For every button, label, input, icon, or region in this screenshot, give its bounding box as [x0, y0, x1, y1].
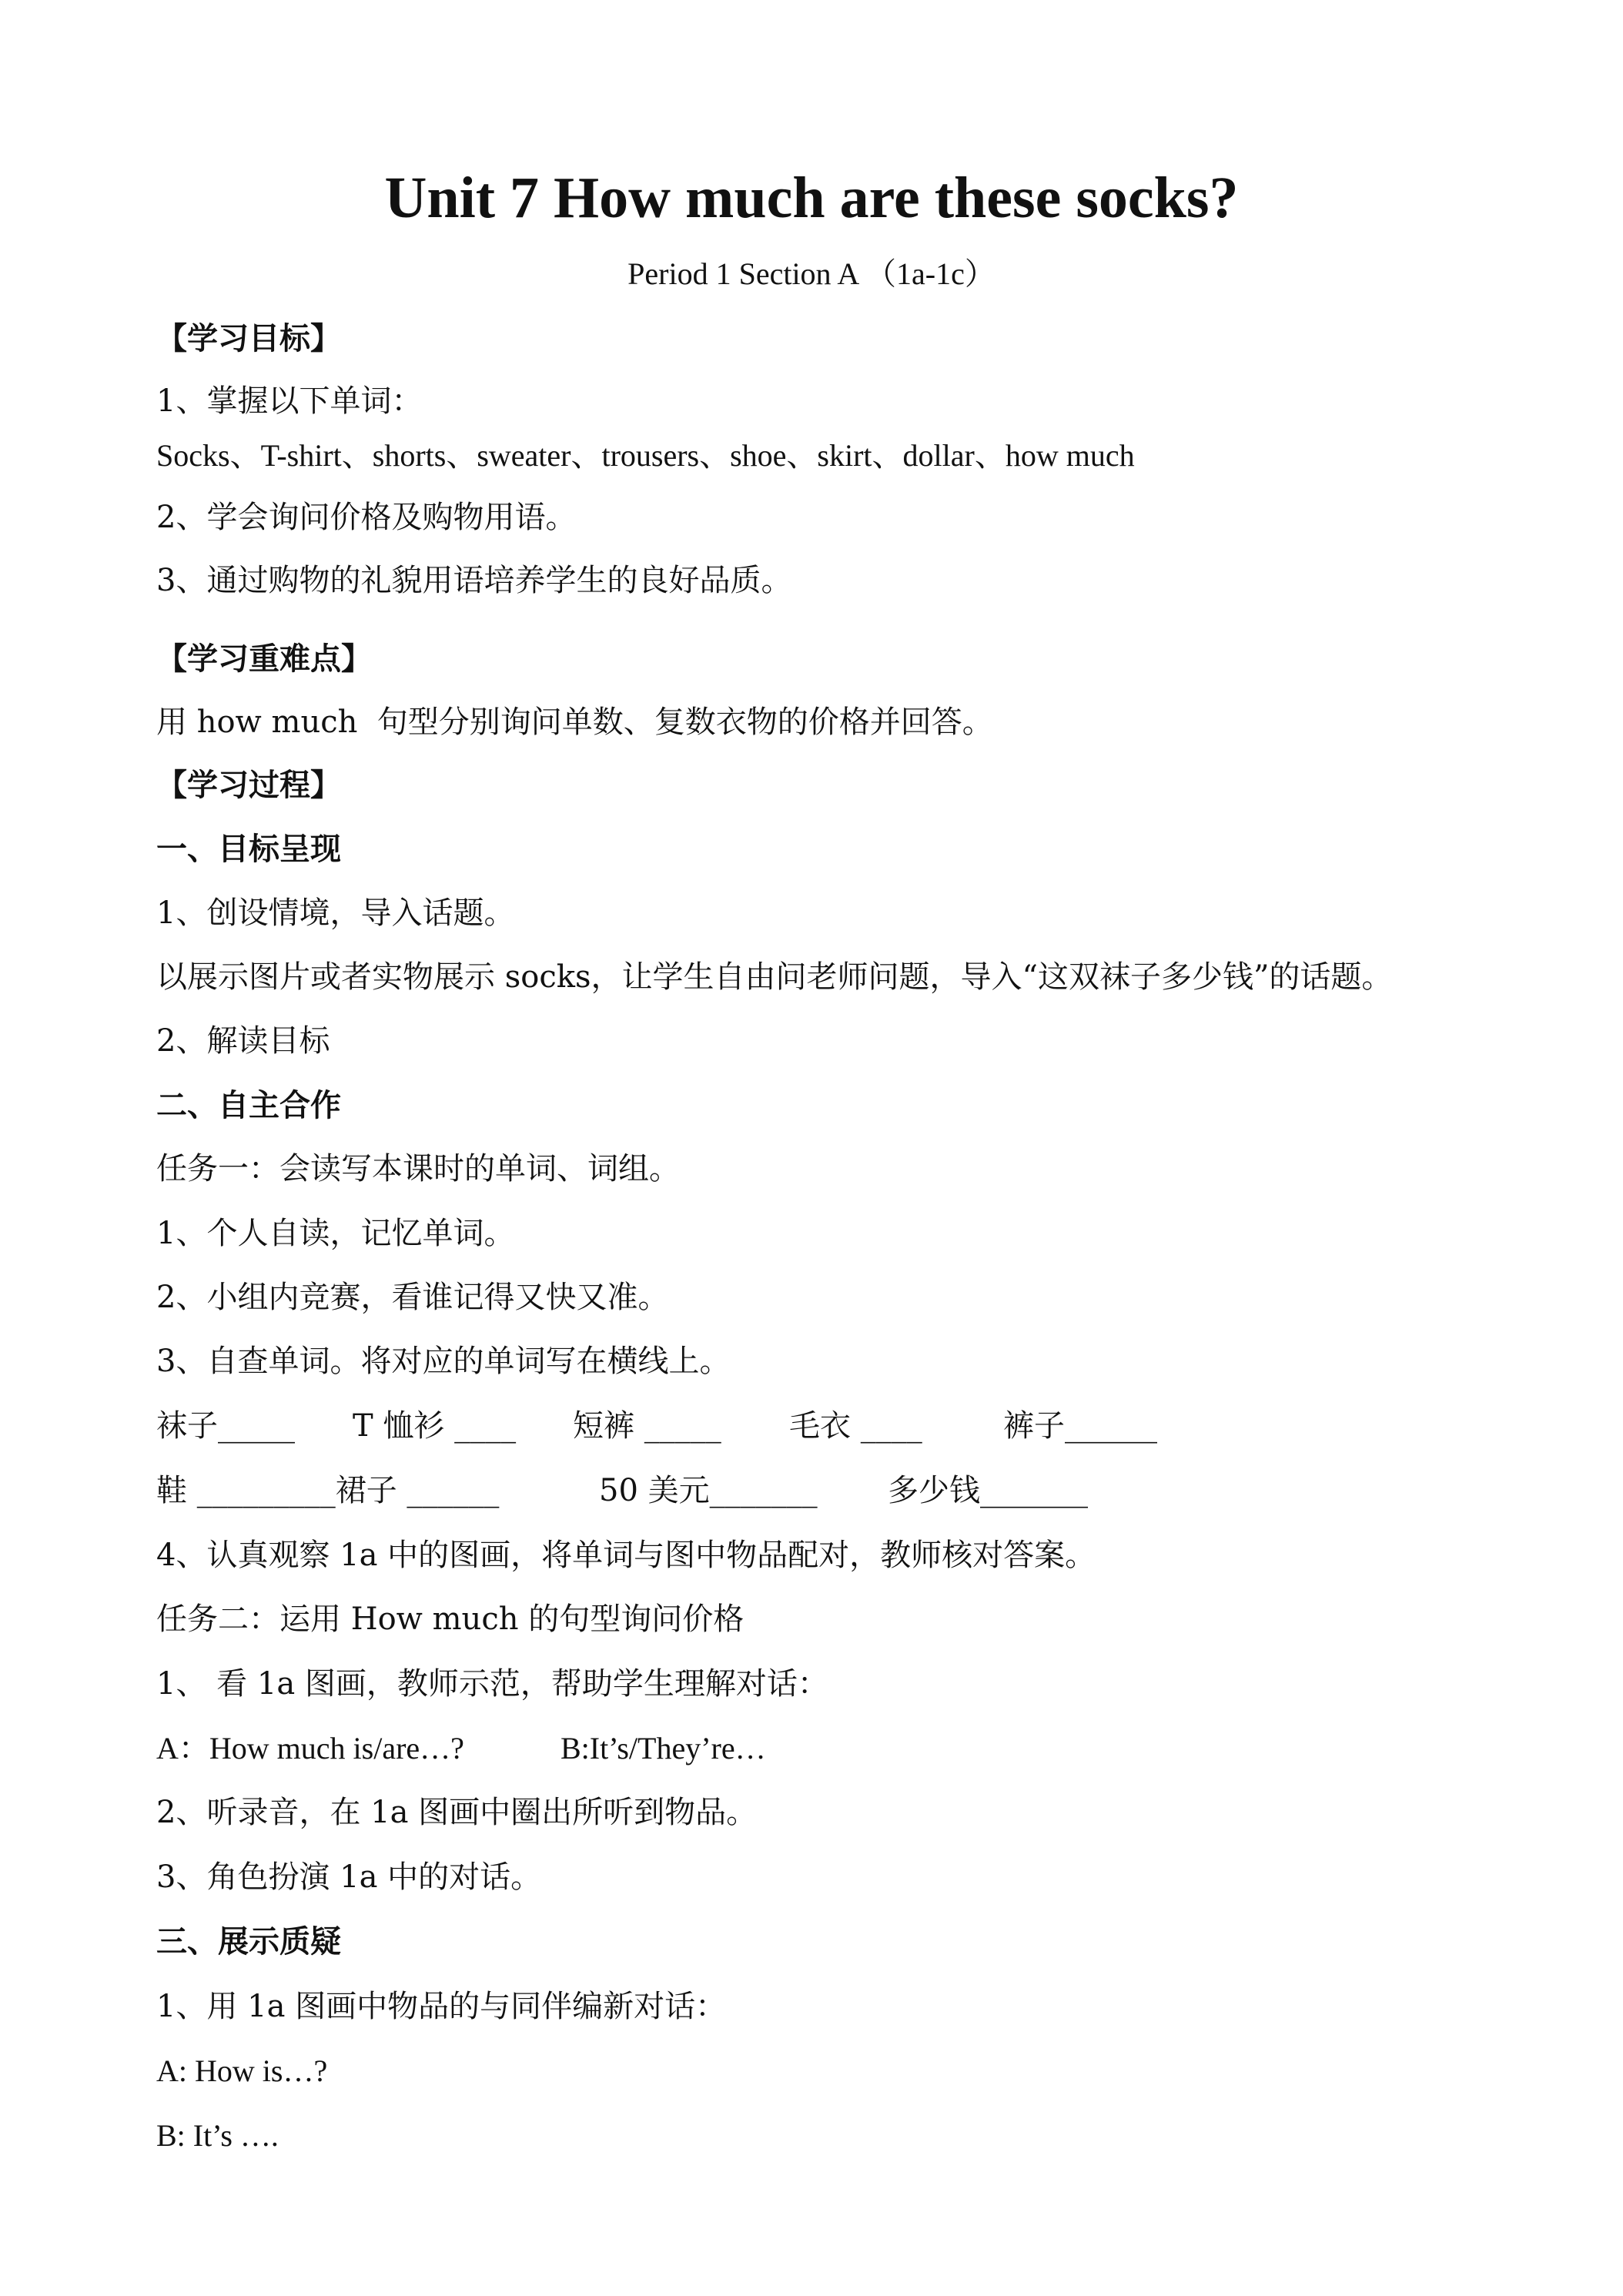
task2-item-3: 3、角色扮演 1a 中的对话。	[156, 1859, 542, 1895]
vocab-blank: 裤子______	[1003, 1408, 1157, 1444]
heading-part-2: 二、自主合作	[156, 1088, 341, 1123]
page-subtitle: Period 1 Section A （1a-1c）	[627, 256, 996, 291]
task2-item-2: 2、听录音，在 1a 图画中圈出所听到物品。	[156, 1795, 758, 1830]
part1-item-1: 1、创设情境，导入话题。	[156, 895, 515, 931]
part3-dialog-a: A: How is…?	[156, 2053, 328, 2088]
part3-dialog-b: B: It’s ….	[156, 2118, 279, 2153]
goal-3: 3、通过购物的礼貌用语培养学生的良好品质。	[156, 563, 792, 598]
task1-item-4: 4、认真观察 1a 中的图画，将单词与图中物品配对，教师核对答案。	[156, 1538, 1096, 1573]
heading-process: 【学习过程】	[156, 768, 341, 803]
task-1: 任务一：会读写本课时的单词、词组。	[156, 1151, 680, 1186]
heading-goals: 【学习目标】	[156, 321, 341, 356]
heading-part-3: 三、展示质疑	[156, 1924, 341, 1960]
vocab-blank: 鞋 _________裙子 ______	[156, 1473, 500, 1508]
page-title: Unit 7 How much are these socks?	[384, 166, 1239, 230]
vocab-blank: 袜子_____	[156, 1408, 295, 1444]
heading-part-1: 一、目标呈现	[156, 832, 341, 867]
task2-item-1: 1、 看 1a 图画，教师示范，帮助学生理解对话：	[156, 1666, 828, 1702]
goal-1-words: Socks、T-shirt、shorts、sweater、trousers、shoe、skirt、dollar、how much	[156, 438, 1135, 473]
task1-item-3: 3、自查单词。将对应的单词写在横线上。	[156, 1344, 731, 1379]
vocab-blank: 50 美元_______	[599, 1473, 818, 1508]
task-2: 任务二：运用 How much 的句型询问价格	[156, 1602, 745, 1637]
vocab-blank: 毛衣 ____	[789, 1408, 922, 1444]
heading-key-points: 【学习重难点】	[156, 641, 372, 677]
vocab-blank: 短裤 _____	[573, 1408, 721, 1444]
key-points-text: 用 how much 句型分别询问单数、复数衣物的价格并回答。	[156, 705, 993, 740]
vocab-blank: 多少钱_______	[888, 1473, 1088, 1508]
part1-item-2: 2、解读目标	[156, 1023, 330, 1059]
goal-2: 2、学会询问价格及购物用语。	[156, 500, 577, 535]
part1-item-1-text: 以展示图片或者实物展示 socks，让学生自由问老师问题，导入“这双袜子多少钱”的话题。	[156, 959, 1393, 995]
task1-item-1: 1、个人自读，记忆单词。	[156, 1216, 515, 1251]
task1-item-2: 2、小组内竞赛，看谁记得又快又准。	[156, 1280, 669, 1315]
part3-item-1: 1、用 1a 图画中物品的与同伴编新对话：	[156, 1989, 727, 2024]
task2-dialog-b: B:It’s/They’re…	[561, 1731, 766, 1766]
goal-1: 1、掌握以下单词：	[156, 383, 423, 419]
task2-dialog-a: A：How much is/are…?	[156, 1731, 464, 1766]
vocab-blank: T 恤衫 ____	[353, 1408, 517, 1444]
